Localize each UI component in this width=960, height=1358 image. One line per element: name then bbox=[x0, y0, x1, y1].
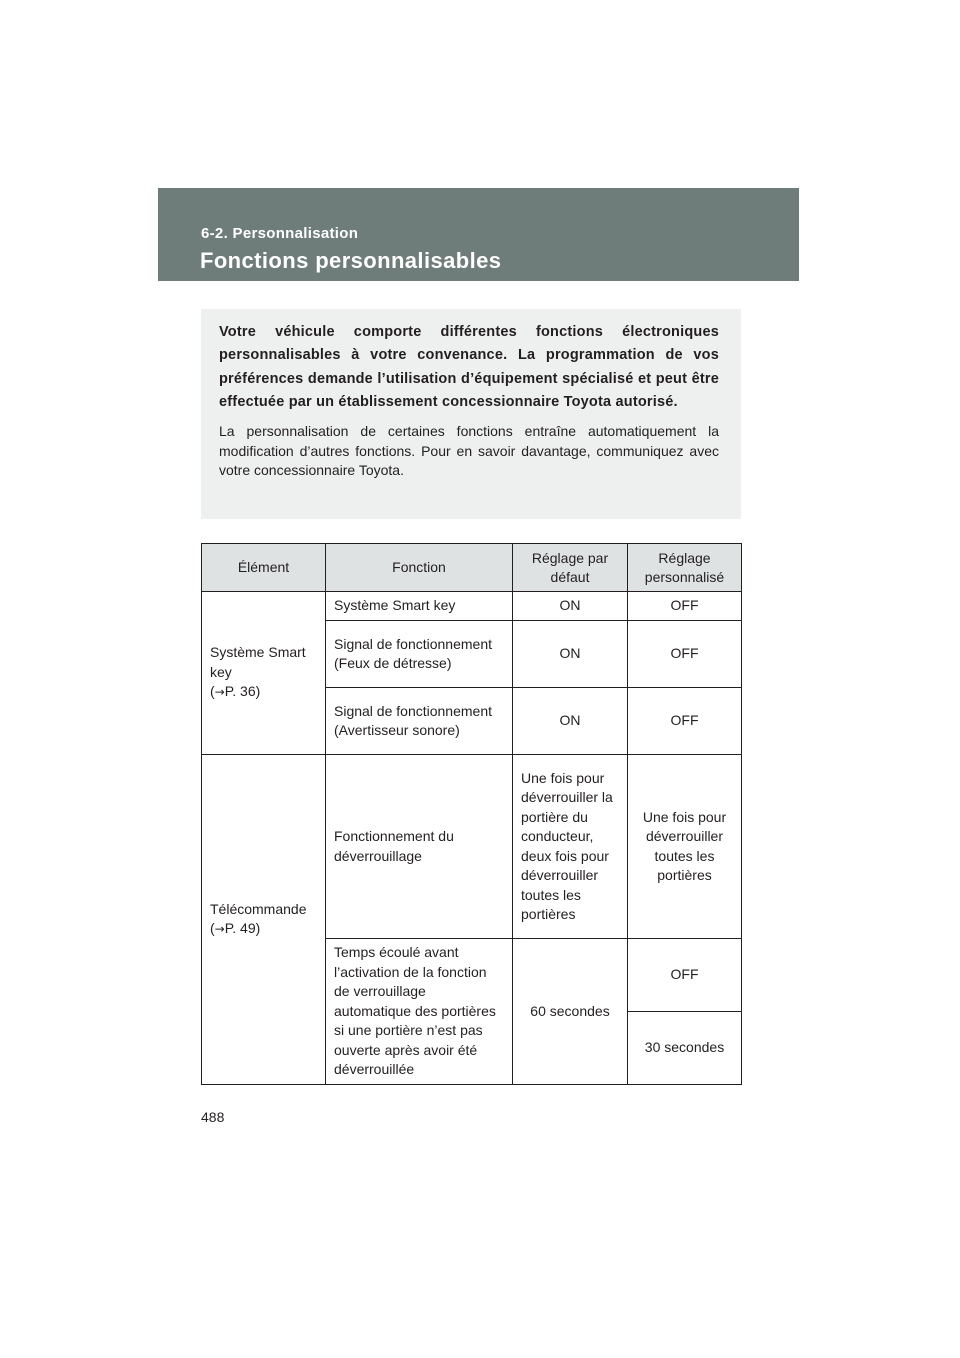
function-cell: Fonctionnement du déverrouillage bbox=[326, 755, 513, 939]
function-cell: Signal de fonctionnement (Feux de détresse) bbox=[326, 621, 513, 688]
custom-cell: OFF bbox=[628, 592, 742, 621]
element-cell: Système Smart key (→P. 36) bbox=[202, 592, 326, 755]
table-row bbox=[202, 755, 742, 939]
intro-box bbox=[201, 309, 741, 519]
function-cell: Signal de fonctionnement (Avertisseur sonore) bbox=[326, 688, 513, 755]
element-cell: Télécommande (→P. 49) bbox=[202, 755, 326, 1085]
function-cell: Système Smart key bbox=[326, 592, 513, 621]
page-reference: P. 49 bbox=[224, 920, 256, 936]
default-cell: ON bbox=[513, 621, 628, 688]
custom-cell: OFF bbox=[628, 621, 742, 688]
header-custom: Réglage personnalisé bbox=[628, 544, 742, 592]
default-cell: ON bbox=[513, 688, 628, 755]
default-cell: 60 secondes bbox=[513, 939, 628, 1085]
page-number: 488 bbox=[201, 1109, 225, 1125]
custom-cell: Une fois pour déverrouiller toutes les portières bbox=[628, 755, 742, 939]
section-header bbox=[158, 188, 799, 281]
table-header-row bbox=[202, 544, 742, 592]
custom-cell: 30 secondes bbox=[628, 1012, 742, 1085]
intro-bold-text: Votre véhicule comporte différentes fonctions électroniques personnalisables à votre convenance. La programmation de vos préférences demande l’utilisation d’équipement spécialisé et peut être effectuée par un établissement concessionnaire Toyota autorisé. bbox=[219, 324, 719, 410]
default-cell: Une fois pour déverrouiller la portière du conducteur, deux fois pour déverrouiller toutes les portières bbox=[513, 755, 628, 939]
default-cell: ON bbox=[513, 592, 628, 621]
page-title: Fonctions personnalisables bbox=[200, 248, 502, 273]
element-name: Système Smart key bbox=[210, 644, 306, 680]
custom-cell: OFF bbox=[628, 688, 742, 755]
function-cell: Temps écoulé avant l’activation de la fonction de verrouillage automatique des portières si une portière n’est pas ouverte après avoir été déverrouillée bbox=[326, 939, 513, 1085]
header-element: Élément bbox=[202, 544, 326, 592]
arrow-icon: → bbox=[214, 685, 225, 700]
page-reference: P. 36 bbox=[224, 683, 256, 700]
table-row bbox=[202, 592, 742, 621]
intro-note-text: La personnalisation de certaines fonctions entraîne automatiquement la modification d’autres fonctions. Pour en savoir davantage, communiquez avec votre concessionnaire Toyota. bbox=[219, 423, 719, 479]
custom-cell: OFF bbox=[628, 939, 742, 1012]
functions-table bbox=[201, 543, 742, 1085]
element-name: Télécommande bbox=[210, 900, 307, 917]
header-function: Fonction bbox=[326, 544, 513, 592]
header-default: Réglage par défaut bbox=[513, 544, 628, 592]
section-number: 6-2. Personnalisation bbox=[201, 225, 359, 242]
arrow-icon: → bbox=[214, 922, 225, 936]
